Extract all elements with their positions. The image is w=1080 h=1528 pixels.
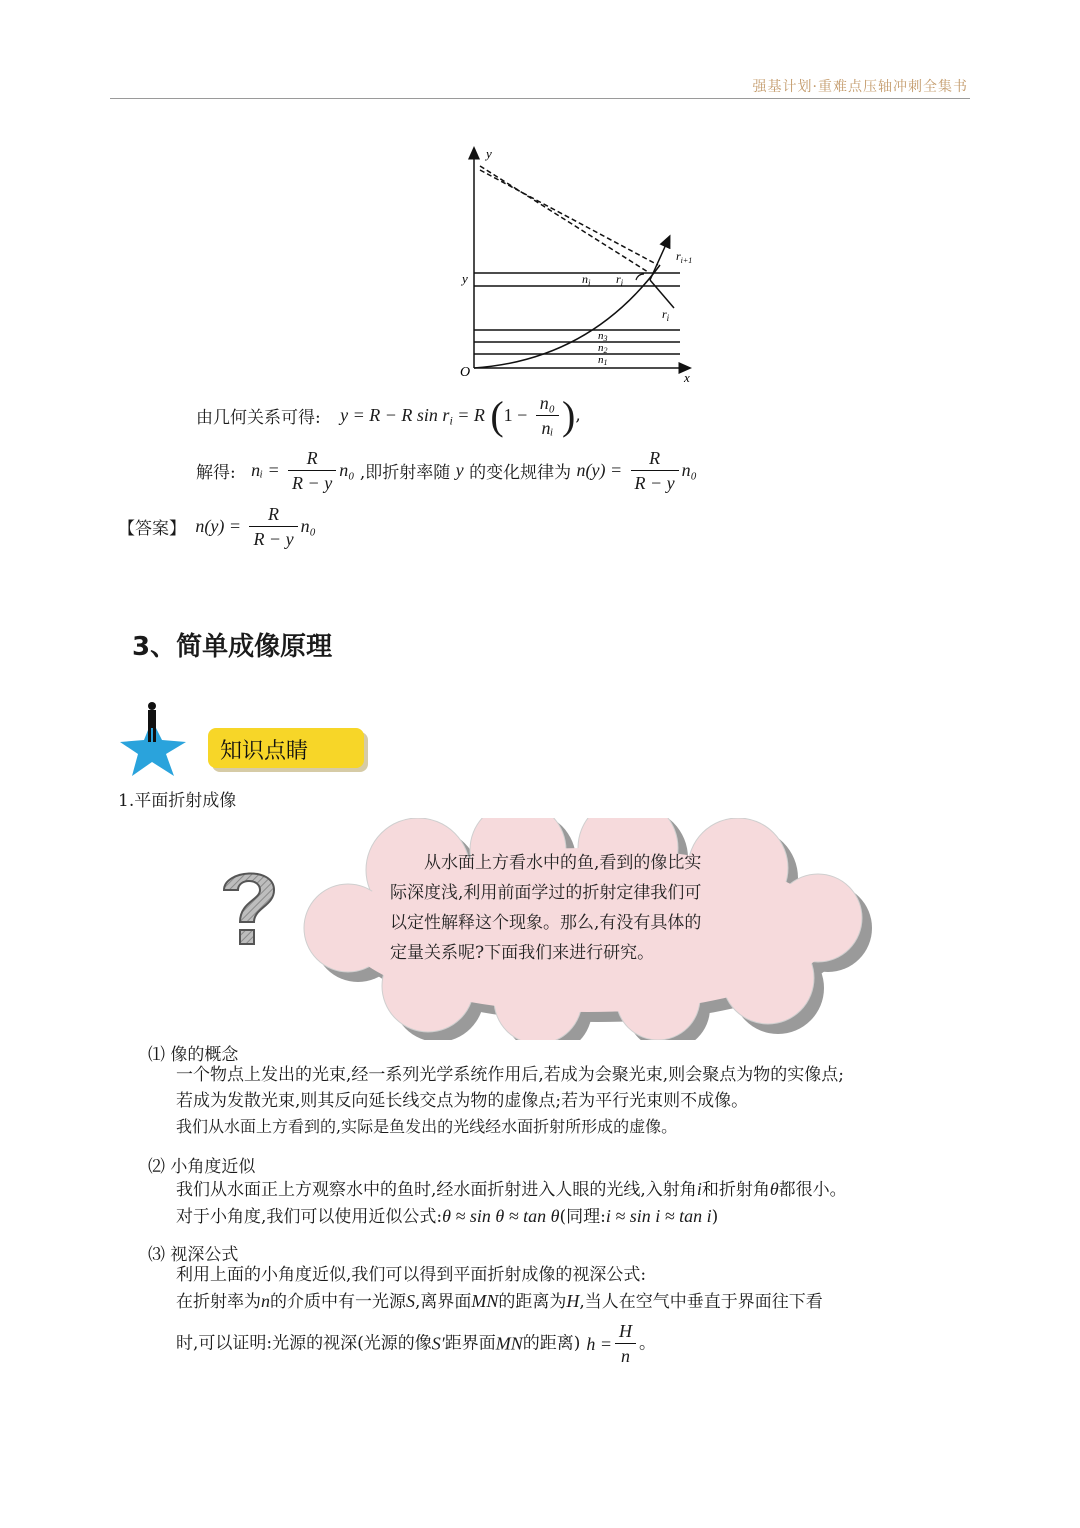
header-rule <box>110 98 970 99</box>
item-title-3: ⑶ 视深公式 <box>148 1245 239 1265</box>
ray-curve <box>474 265 660 368</box>
x-axis-label: x <box>684 370 690 385</box>
running-header: 强基计划·重难点压轴冲刺全集书 <box>752 79 968 95</box>
knowledge-banner <box>118 700 378 780</box>
y-mark-label: y <box>462 271 468 286</box>
r-i-angle-label: $r_i$ <box>616 272 624 288</box>
normal-line <box>650 280 674 308</box>
y-axis-label: y <box>486 146 492 161</box>
dashed-line <box>480 170 658 265</box>
section-title: 3、简单成像原理 <box>132 632 333 662</box>
r-next-label: $r_{i+1}$ <box>676 249 693 265</box>
item-title-2: ⑵ 小角度近似 <box>148 1157 256 1177</box>
cloud-text: 从水面上方看水中的鱼,看到的像比实 际深度浅,利用前面学过的折射定律我们可 以定性解释这个现象。那么,有没有具体的 定量关系呢?下面我们来进行研究。 <box>390 853 702 963</box>
solve-equation: 解得: nᵢ = $\frac{R}{R - y}$ n₀ ,即折射率随 y 的变化规律为 n(y) = $\frac{R}{R - y}$ n₀ <box>196 448 697 493</box>
layer-label-3: n3 <box>598 330 608 343</box>
banner-label: 知识点睛 <box>220 739 309 764</box>
dashed-line <box>480 166 648 272</box>
ray-next <box>650 240 668 280</box>
r-i-label: $r_i$ <box>662 307 670 323</box>
question-icon <box>214 862 284 954</box>
layer-label-1: n1 <box>598 354 608 367</box>
subsection-title: 1.平面折射成像 <box>118 791 237 811</box>
answer: 【答案】 n(y) = $\frac{R}{R - y}$ n₀ <box>118 504 316 549</box>
geometry-equation: 由几何关系可得: y = R − R $\sin r_i = R$ (1 − $\frac{\text{n₀}}{\text{nᵢ}}$ ), <box>196 393 581 438</box>
n-i-label: $n_i$ <box>582 272 591 288</box>
origin-label: O <box>460 365 471 380</box>
refraction-figure <box>440 140 710 390</box>
item-title-1: ⑴ 像的概念 <box>148 1045 239 1065</box>
angle-arc <box>636 274 644 280</box>
item-body-1: 一个物点上发出的光束,经一系列光学系统作用后,若成为会聚光束,则会聚点为物的实像点; 若成为发散光束,则其反向延长线交点为物的虚像点;若为平行光束则不成像。 我们从水面上方看到的,实际是鱼发出的光线经水面折射所形成的虚像。 <box>176 1065 844 1136</box>
layer-label-2: n2 <box>598 342 608 355</box>
item-body-3: 利用上面的小角度近似,我们可以得到平面折射成像的视深公式: 在折射率为n的介质中有一光源S,离界面MN的距离为H,当人在空气中垂直于界面往下看 时,可以证明:光源的视深(光源的像S′距界面MN的距离) h = $\frac{H}{n}$ 。 <box>176 1265 823 1366</box>
item-body-2: 我们从水面正上方观察水中的鱼时,经水面折射进入人眼的光线,入射角i和折射角θ都很小。 对于小角度,我们可以使用近似公式:θ ≈ sin θ ≈ tan θ(同理:i ≈ sin i ≈ tan i) <box>176 1179 847 1227</box>
